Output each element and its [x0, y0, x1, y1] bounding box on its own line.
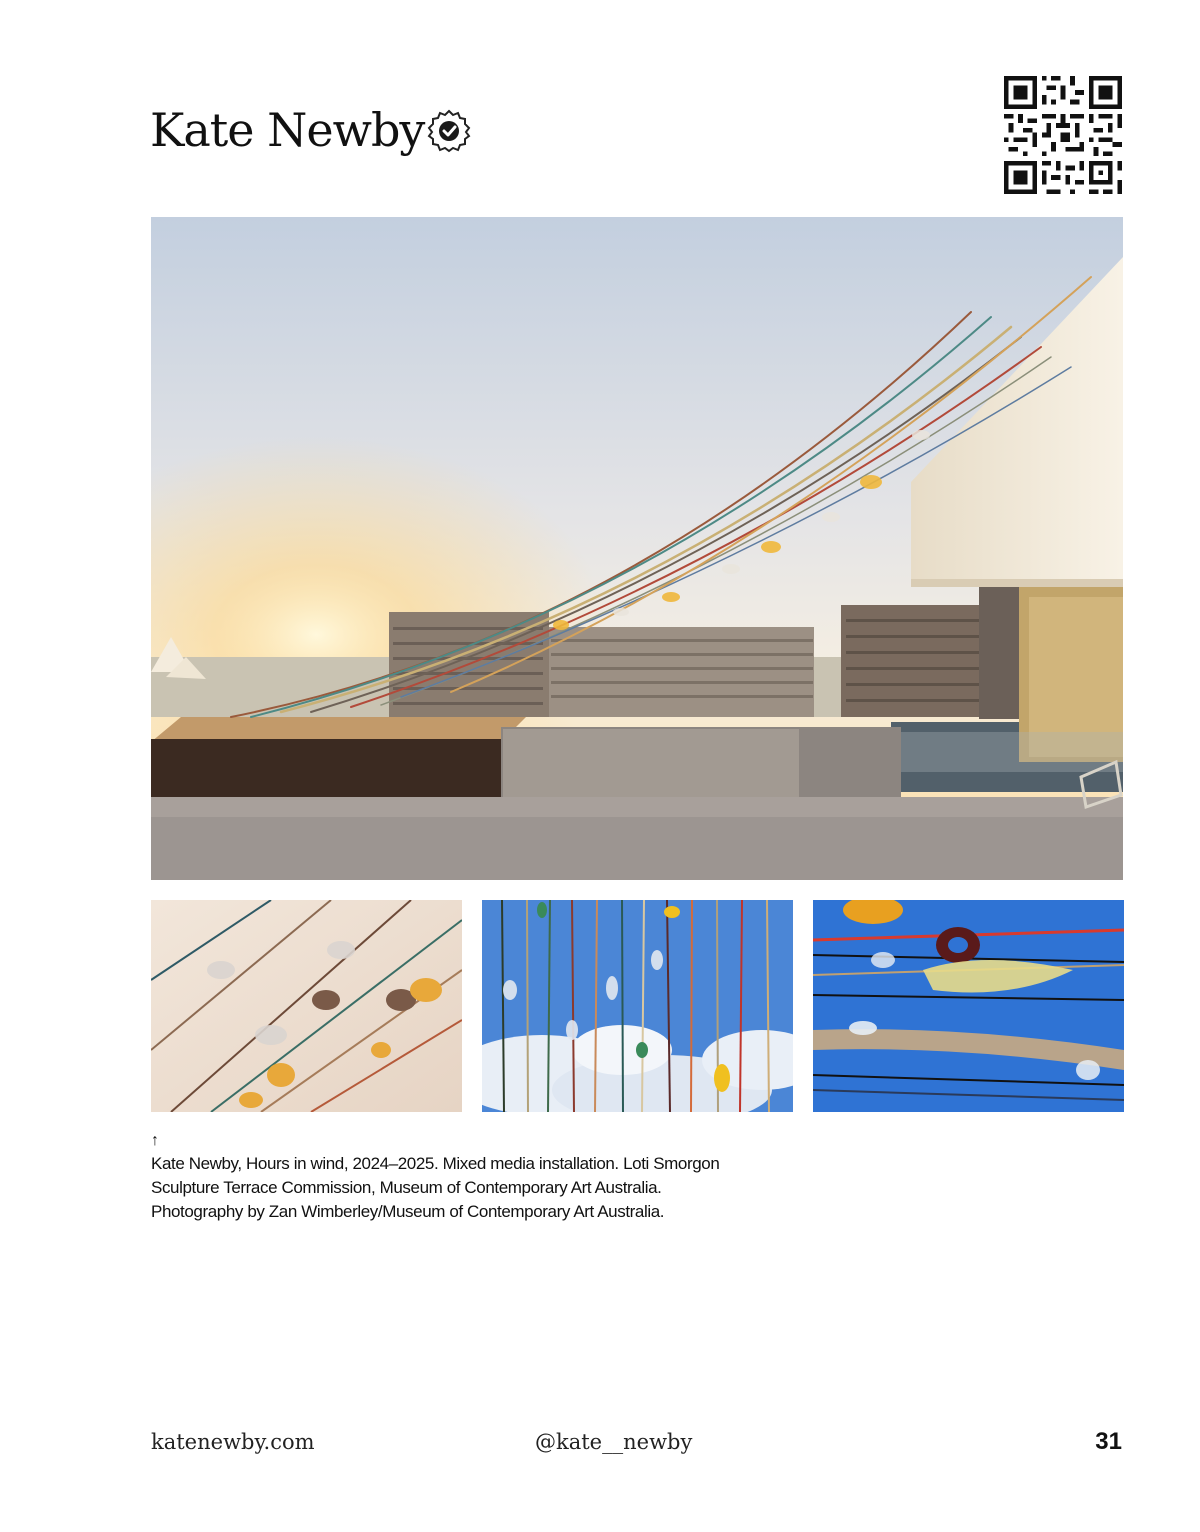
- hero-installation-photo: [151, 217, 1123, 880]
- artist-name: Kate Newby: [150, 103, 425, 157]
- thumbnail-hanging-ropes-photo: [482, 900, 793, 1112]
- caption-line-3: Photography by Zan Wimberley/Museum of Contemporary Art Australia.: [151, 1202, 665, 1221]
- social-handle[interactable]: @kate__newby: [535, 1430, 693, 1454]
- arrow-up-icon: ↑: [151, 1132, 159, 1149]
- caption-line-2: Sculpture Terrace Commission, Museum of Contemporary Art Australia.: [151, 1178, 662, 1197]
- website-link[interactable]: katenewby.com: [151, 1430, 315, 1454]
- thumbnail-glass-knots-photo: [151, 900, 462, 1112]
- verified-check-icon: [427, 109, 471, 153]
- image-caption: [151, 1130, 871, 1224]
- page-number: 31: [1095, 1428, 1122, 1455]
- caption-line-1: Kate Newby, Hours in wind, 2024–2025. Mixed media installation. Loti Smorgon: [151, 1154, 720, 1173]
- thumbnail-glass-on-rope-photo: [813, 900, 1124, 1112]
- qr-code-icon[interactable]: [1004, 76, 1122, 194]
